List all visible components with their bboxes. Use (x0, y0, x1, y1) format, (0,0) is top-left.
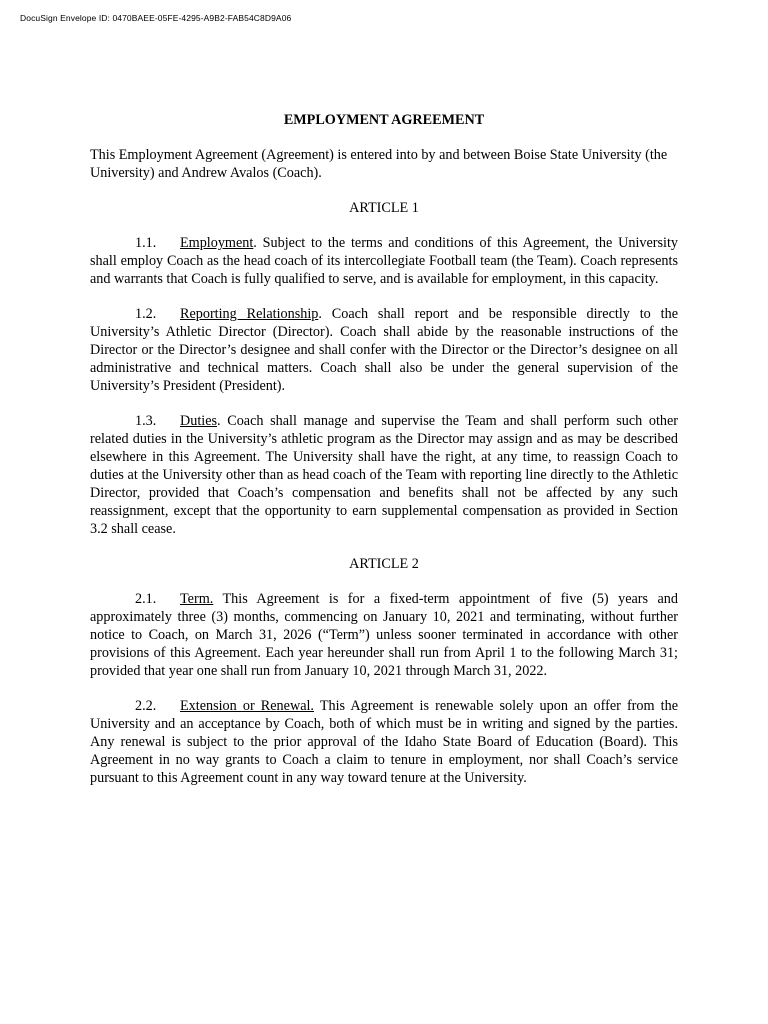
section-heading-suffix: . (318, 306, 322, 322)
section-1-2 (90, 305, 678, 395)
section-2-1 (90, 590, 678, 680)
section-2-2 (90, 697, 678, 787)
section-number: 2.1. (135, 591, 157, 607)
section-number: 1.3. (135, 413, 157, 429)
article-1-heading: ARTICLE 1 (349, 200, 419, 216)
section-heading: Term. (180, 591, 214, 607)
section-text: This Agreement is for a fixed-term appointment of five (5) years and approximately three (3) months, commencing on January 10, 2021 and terminating, without further notice to Coach, on March 31, 2026 (“Term”) unless sooner terminated in accordance with other provisions of this Agreement. Each year hereunder shall run from April 1 to the following March 31; provided that year one shall run from January 10, 2021 through March 31, 2022. (90, 591, 678, 679)
section-heading: Reporting Relationship (180, 306, 319, 322)
intro-paragraph: This Employment Agreement (Agreement) is entered into by and between Boise State University (the University) and Andrew Avalos (Coach). (90, 147, 668, 181)
section-text: Subject to the terms and conditions of this Agreement, the University shall employ Coach as the head coach of its intercollegiate Football team (the Team). Coach represents and warrants that Coach is fully qualified to serve, and is available for employment, in this capacity. (90, 235, 678, 287)
article-2-heading: ARTICLE 2 (349, 556, 419, 572)
section-1-3 (90, 412, 678, 538)
section-text: Coach shall report and be responsible directly to the University’s Athletic Director (Director). Coach shall abide by the reasonable instructions of the Director or the Director’s designee and shall confer with the Director or the Director’s designee on all administrative and technical matters. Coach shall also be under the general supervision of the University’s President (President). (90, 306, 678, 394)
section-1-1 (90, 234, 678, 288)
document-title: EMPLOYMENT AGREEMENT (283, 112, 485, 128)
document-body (90, 111, 678, 804)
section-text: Coach shall manage and supervise the Team and shall perform such other related duties in the University’s athletic program as the Director may assign and as may be described elsewhere in this Agreement. The University shall have the right, at any time, to reassign Coach to duties at the University other than as head coach of the Team with reporting line directly to the Athletic Director, provided that Coach’s compensation and benefits shall not be affected by any such reassignment, except that the opportunity to earn supplemental compensation as provided in Section 3.2 shall cease. (90, 413, 678, 537)
section-number: 1.2. (135, 306, 157, 322)
section-heading: Extension or Renewal. (180, 698, 314, 714)
section-heading: Duties (180, 413, 218, 429)
docusign-envelope-id: DocuSign Envelope ID: 0470BAEE-05FE-4295-A9B2-FAB54C8D9A06 (20, 13, 292, 23)
section-heading: Employment (180, 235, 254, 251)
section-number: 1.1. (135, 235, 157, 251)
section-heading-suffix: . (217, 413, 221, 429)
section-heading-suffix: . (253, 235, 257, 251)
section-number: 2.2. (135, 698, 157, 714)
section-text: This Agreement is renewable solely upon an offer from the University and an acceptance by Coach, both of which must be in writing and signed by the parties. Any renewal is subject to the prior approval of the Idaho State Board of Education (Board). This Agreement in no way grants to Coach a claim to tenure in employment, nor shall Coach’s service pursuant to this Agreement count in any way toward tenure at the University. (90, 698, 678, 786)
